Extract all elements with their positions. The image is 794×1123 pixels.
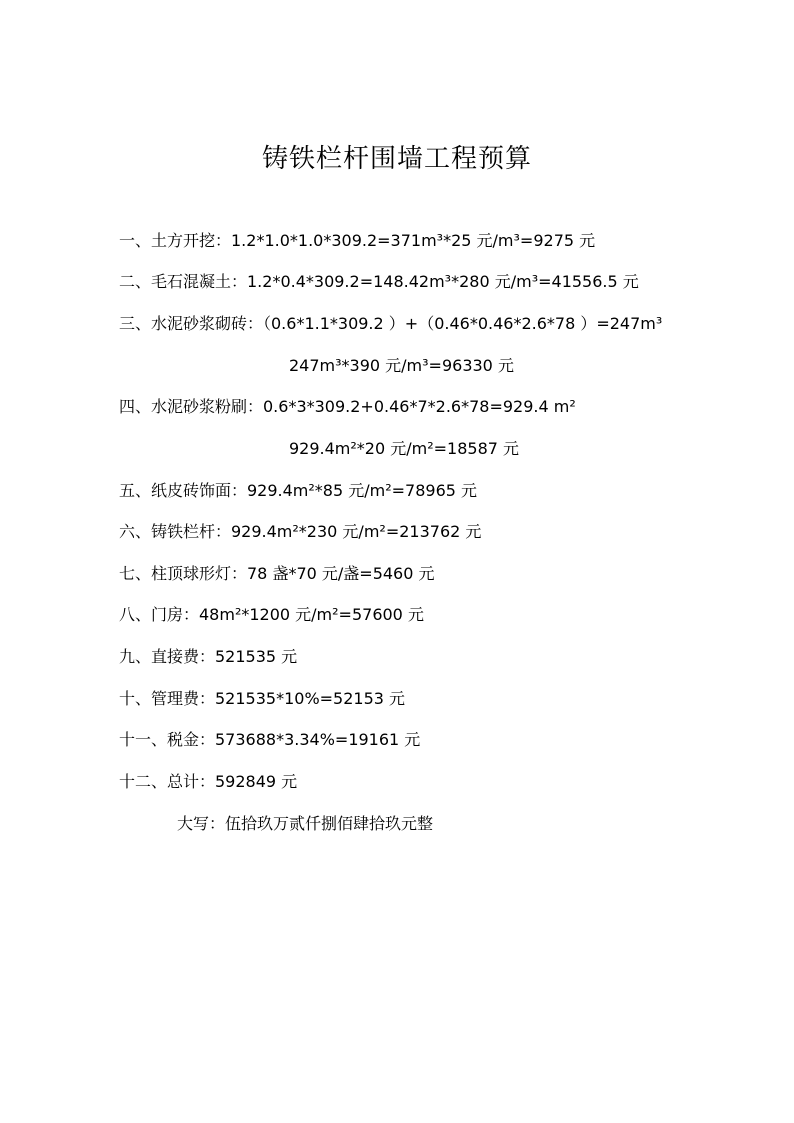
budget-line-management-fee: 十、管理费：521535*10%=52153 元 [119, 689, 406, 708]
budget-line-earthwork: 一、土方开挖：1.2*1.0*1.0*309.2=371m³*25 元/m³=9275 元 [119, 231, 596, 250]
budget-total-in-words: 大写：伍拾玖万贰仟捌佰肆拾玖元整 [177, 814, 434, 833]
budget-line-brickwork: 三、水泥砂浆砌砖：（0.6*1.1*309.2 ）+（0.46*0.46*2.6*78 ）=247m³ [119, 314, 663, 333]
budget-line-plastering-cost: 929.4m²*20 元/m²=18587 元 [289, 439, 520, 458]
budget-line-iron-railing: 六、铸铁栏杆：929.4m²*230 元/m²=213762 元 [119, 522, 482, 541]
budget-line-total: 十二、总计：592849 元 [119, 772, 298, 791]
budget-line-gatehouse: 八、门房：48m²*1200 元/m²=57600 元 [119, 605, 424, 624]
page-title: 铸铁栏杆围墙工程预算 [261, 144, 532, 174]
budget-line-rubble-concrete: 二、毛石混凝土：1.2*0.4*309.2=148.42m³*280 元/m³=41556.5 元 [119, 272, 639, 291]
budget-line-tax: 十一、税金：573688*3.34%=19161 元 [119, 730, 421, 749]
budget-line-plastering: 四、水泥砂浆粉刷：0.6*3*309.2+0.46*7*2.6*78=929.4 m² [119, 397, 576, 416]
budget-line-direct-cost: 九、直接费：521535 元 [119, 647, 298, 666]
budget-line-brickwork-cost: 247m³*390 元/m³=96330 元 [289, 356, 514, 375]
budget-line-tile-facing: 五、纸皮砖饰面：929.4m²*85 元/m²=78965 元 [119, 481, 478, 500]
budget-line-ball-lamps: 七、柱顶球形灯：78 盏*70 元/盏=5460 元 [119, 564, 435, 583]
